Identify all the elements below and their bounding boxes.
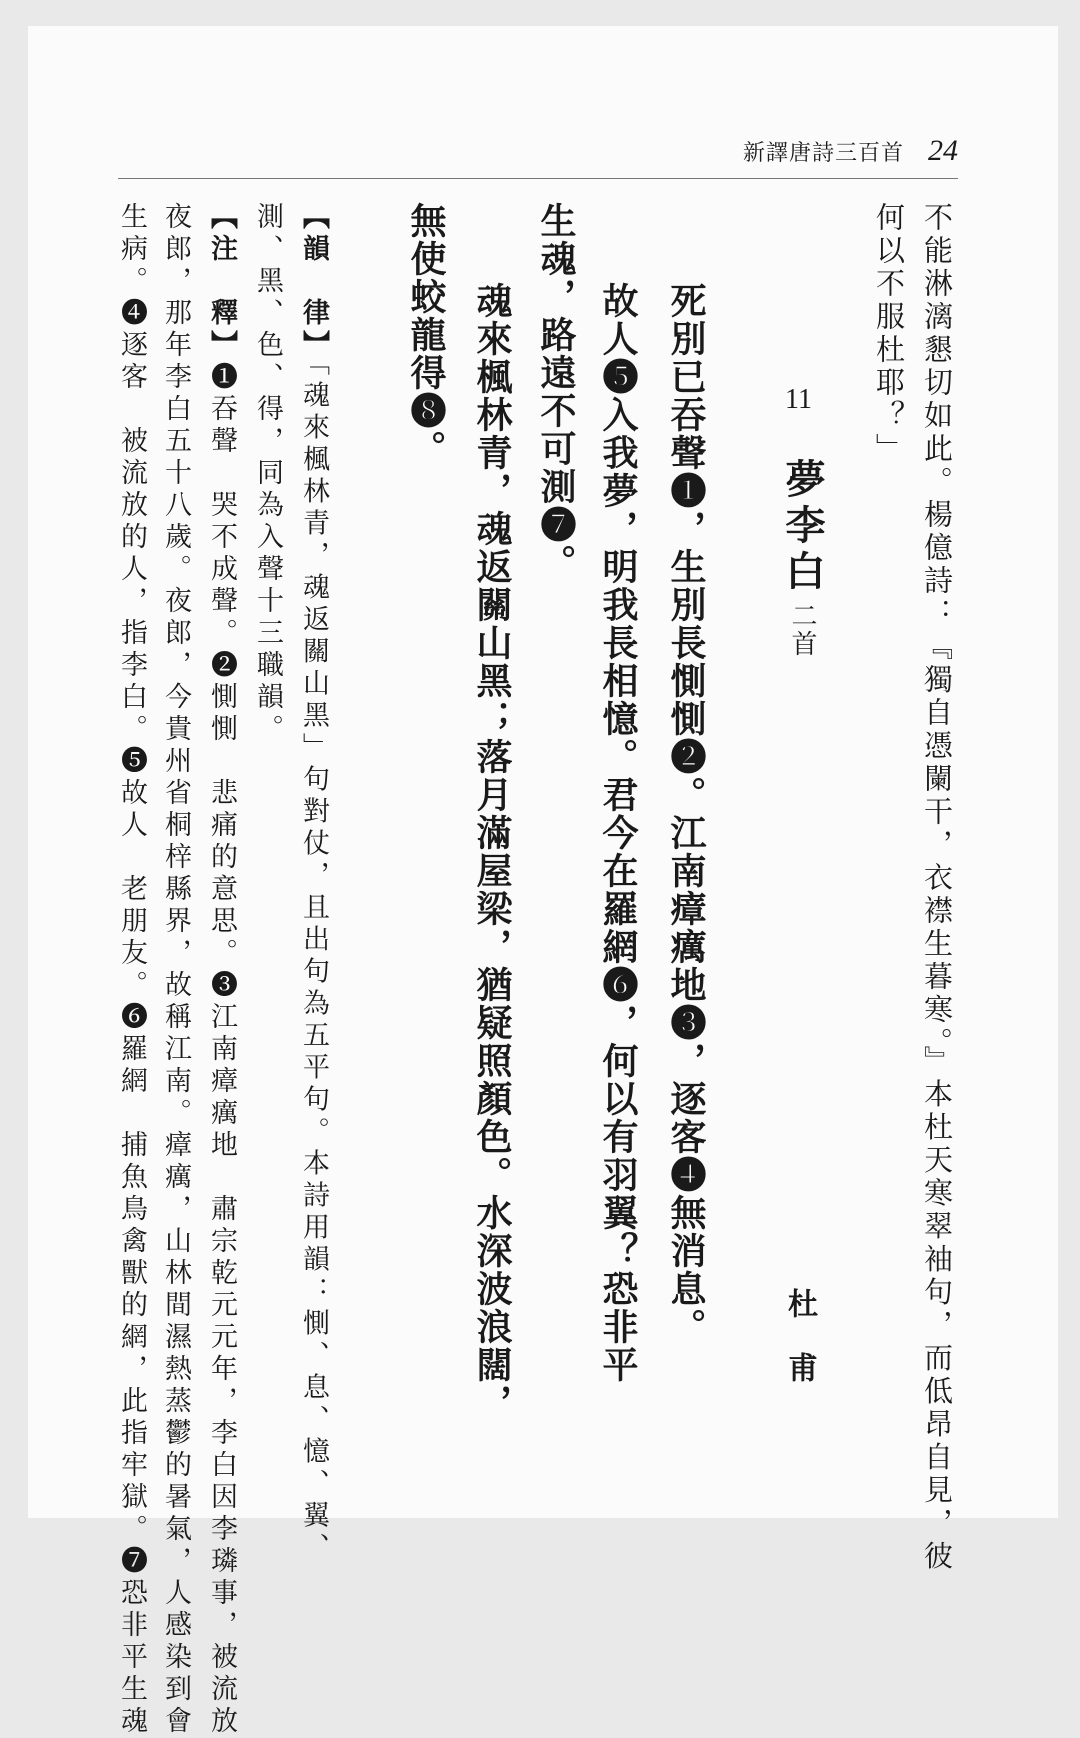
poem-line-3: 生魂，路遠不可測❼。 (535, 202, 577, 582)
rhyme-text-1: 「魂來楓林青，魂返關山黑」句對仗，且出句為五平句。本詩用韻：惻、息、憶、翼、 (298, 362, 329, 1565)
book-title: 首百三詩唐譯新 (742, 141, 904, 166)
prev-text-line-2: 何以不服杜耶？」 (872, 202, 906, 466)
rhyme-line-2: 測、黑、色、得，同為入聲十三職韻。 (252, 202, 283, 746)
poem-number: 11 (785, 384, 812, 415)
notes-line-3: 生病。❹逐客 被流放的人，指李白。❺故人 老朋友。❻羅網 捕魚鳥禽獸的網，此指牢獄。❼恐非平生魂 (116, 202, 147, 1738)
poem-title-subtitle: 二首 (787, 602, 817, 658)
poem-title (779, 458, 826, 698)
poem-line-4: 魂來楓林青，魂返關山黑；落月滿屋梁，猶疑照顏色。水深波浪闊， (471, 282, 513, 1422)
poem-title-text: 夢李白 (779, 458, 826, 596)
notes-text-1: ❶吞聲 哭不成聲。❷惻惻 悲痛的意思。❸江南瘴癘地 肅宗乾元元年，李白因李璘事，被流放 (206, 362, 237, 1738)
notes-line-1 (206, 202, 237, 1738)
notes-label: 【注 釋】 (206, 202, 237, 362)
running-head (743, 134, 958, 174)
poem-line-1: 死別已吞聲❶，生別長惻惻❷。江南瘴癘地❸，逐客❹無消息。 (665, 282, 707, 1346)
prev-text-line-1: 不能淋漓懇切如此。楊億詩：『獨自憑闌干，衣襟生暮寒。』本杜天寒翠袖句，而低昂自見，彼 (920, 202, 954, 1574)
page-number: 24 (928, 134, 958, 167)
poem-line-2: 故人❺入我夢，明我長相憶。君今在羅網❻，何以有羽翼？恐非平 (597, 282, 639, 1384)
header-rule (118, 178, 958, 179)
notes-line-2: 夜郎，那年李白五十八歲。夜郎，今貴州省桐梓縣界，故稱江南。瘴癘，山林間濕熱蒸鬱的暑氣，人感染到會 (160, 202, 191, 1738)
rhyme-label: 【韻 律】 (298, 202, 329, 362)
rhyme-line-1 (298, 202, 329, 1565)
poem-line-5: 無使蛟龍得❽。 (405, 202, 447, 468)
poem-author: 杜甫 (782, 1288, 817, 1416)
